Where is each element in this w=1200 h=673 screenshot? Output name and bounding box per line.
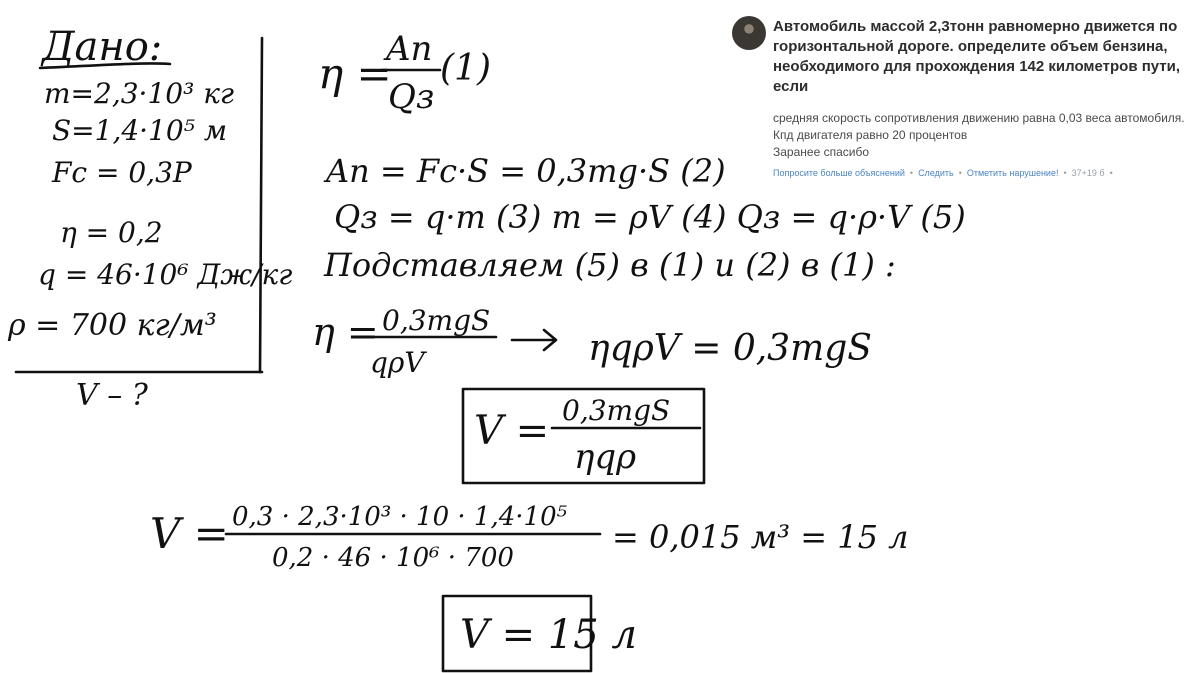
eq1-tag: (1) (440, 48, 491, 89)
question-body-line-1: средняя скорость сопротивления движению равна 0,03 веса автомобиля. (773, 111, 1185, 125)
given-density: ρ = 700 кг/м³ (8, 308, 217, 343)
given-title: Дано: (42, 24, 163, 70)
ask-more-link[interactable]: Попросите больше объяснений (773, 168, 905, 178)
given-mass: m=2,3·10³ кг (44, 77, 235, 110)
eq4-line: Подставляем (5) в (1) и (2) в (1) : (324, 246, 896, 284)
separator-dot: • (1109, 168, 1113, 178)
question-body-line-2: Кпд двигателя равно 20 процентов (773, 128, 968, 142)
boxed-denominator: ηqρ (574, 437, 637, 477)
separator-dot: • (958, 168, 962, 178)
given-heat-value: q = 46·10⁶ Дж/кг (38, 258, 293, 291)
report-link[interactable]: Отметить нарушение! (966, 168, 1059, 178)
eq1-denominator: Qз (388, 77, 435, 117)
given-list (7, 77, 292, 343)
follow-link[interactable]: Следить (918, 168, 954, 178)
given-resistance: Fc = 0,3P (52, 156, 192, 189)
question-card (730, 16, 1198, 176)
calc-numerator: 0,3 · 2,3·10³ · 10 · 1,4·10⁵ (232, 502, 568, 532)
calc-v-label: V = (150, 509, 229, 558)
separator-dot: • (909, 168, 914, 178)
separator-dot: • (1063, 168, 1067, 178)
points-badge: 37+19 б (1071, 168, 1105, 178)
arrow-icon (512, 330, 556, 350)
final-answer: V = 15 л (460, 612, 637, 658)
calc-result: = 0,015 м³ = 15 л (612, 518, 909, 556)
question-title: Автомобиль массой 2,3тонн равномерно движется по горизонтальной дороге. определите объем бензина, необходимого для прохождения 142 километров пути, если (773, 18, 1181, 95)
boxed-numerator: 0,3mgS (562, 394, 671, 427)
question-actions (773, 168, 1118, 178)
given-efficiency: η = 0,2 (60, 216, 163, 249)
eq3-line: Qз = q·m (3) m = ρV (4) Qз = q·ρ·V (5) (334, 198, 966, 236)
unknown-value: V – ? (76, 378, 148, 413)
eq2-line: Aп = Fc·S = 0,3mg·S (2) (326, 152, 726, 190)
given-distance: S=1,4·10⁵ м (52, 114, 228, 147)
question-body (773, 110, 1198, 161)
eta-symbol: η = (318, 49, 392, 98)
eq5-denominator: qρV (370, 346, 425, 379)
boxed-v-label: V = (474, 408, 550, 454)
eq1-numerator: Aп (386, 29, 433, 69)
eta-symbol-2: η = (312, 310, 379, 354)
eq5-numerator: 0,3mgS (382, 304, 491, 337)
calc-denominator: 0,2 · 46 · 10⁶ · 700 (272, 543, 514, 573)
eq6-line: ηqρV = 0,3mgS (588, 328, 872, 369)
avatar[interactable] (732, 16, 766, 50)
given-divider-vertical (260, 38, 262, 372)
question-body-line-3: Заранее спасибо (773, 145, 869, 159)
